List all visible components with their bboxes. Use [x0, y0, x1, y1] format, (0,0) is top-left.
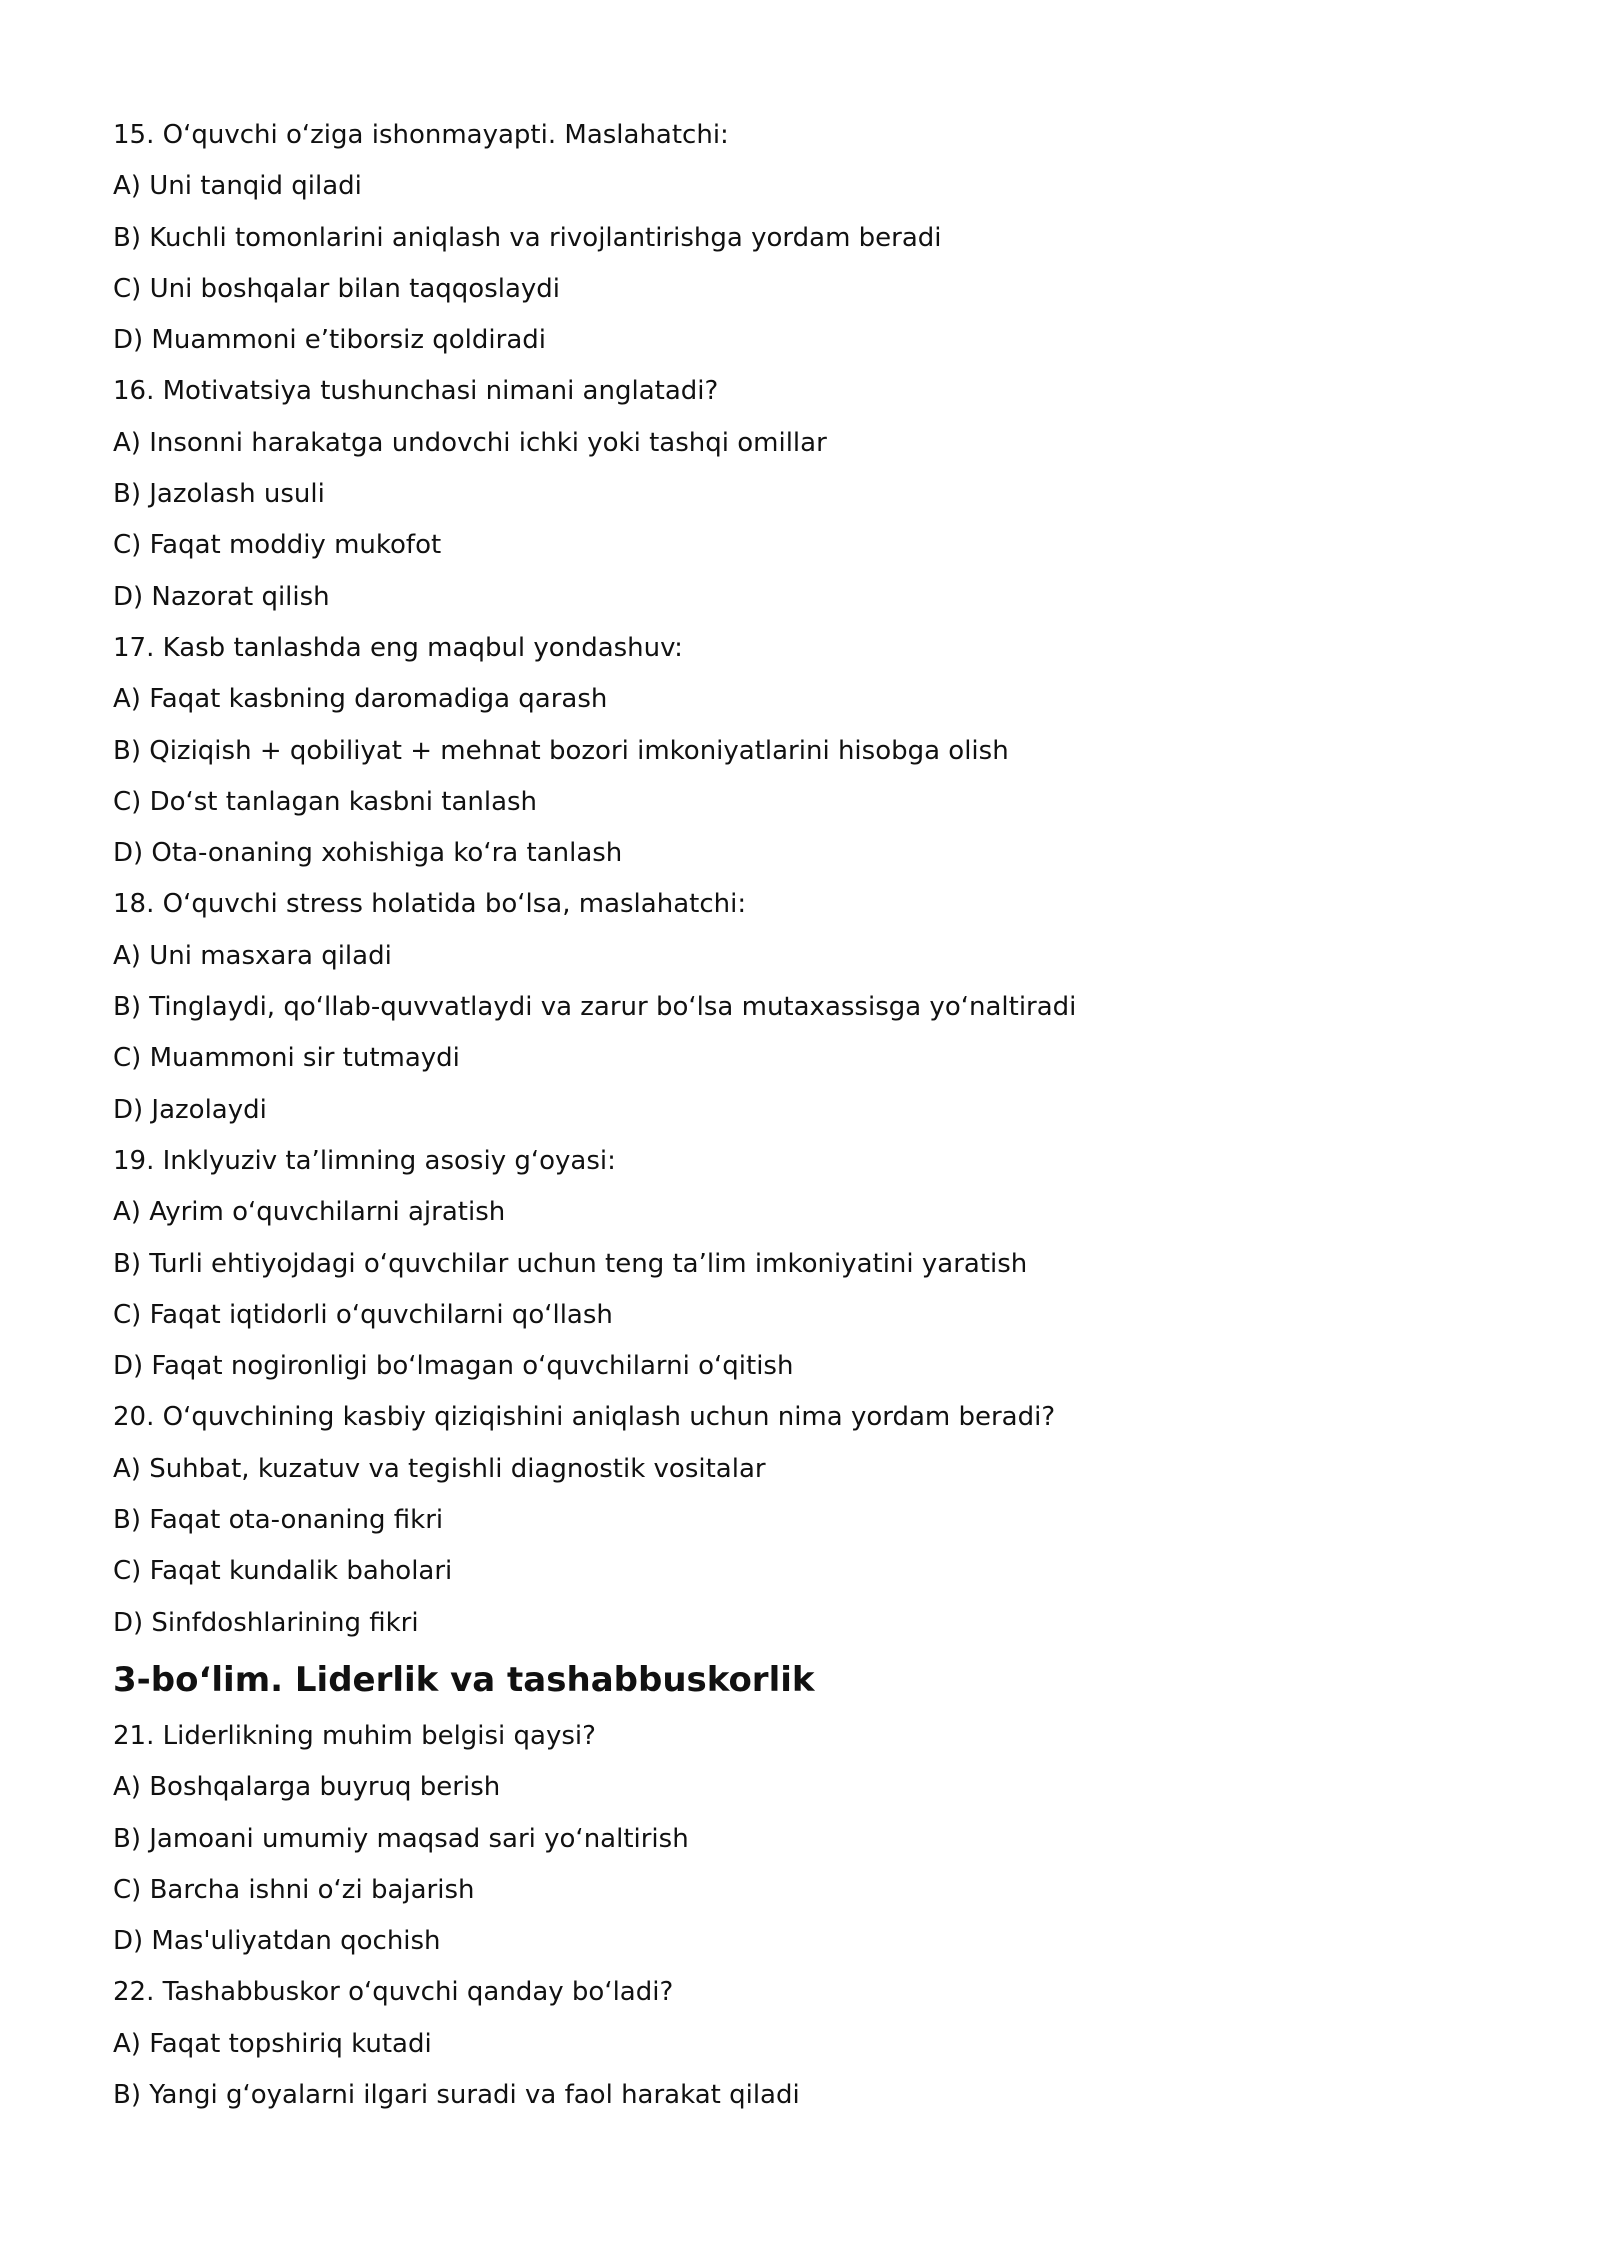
- answer-option: A) Faqat topshiriq kutadi: [113, 2028, 432, 2059]
- answer-option: D) Muammoni e’tiborsiz qoldiradi: [113, 325, 546, 356]
- question-16: [113, 366, 1493, 622]
- answer-option: B) Tinglaydi, qo‘llab-quvvatlaydi va zarur bo‘lsa mutaxassisga yo‘naltiradi: [113, 992, 1077, 1023]
- answer-option: D) Jazolaydi: [113, 1094, 267, 1125]
- question-text: 16. Motivatsiya tushunchasi nimani anglatadi?: [113, 376, 719, 407]
- answer-option: C) Muammoni sir tutmaydi: [113, 1043, 460, 1074]
- section-heading: 3-bo‘lim. Liderlik va tashabbuskorlik: [113, 1659, 815, 1700]
- answer-option: C) Barcha ishni o‘zi bajarish: [113, 1874, 475, 1905]
- answer-option: A) Ayrim o‘quvchilarni ajratish: [113, 1197, 506, 1228]
- answer-option: A) Insonni harakatga undovchi ichki yoki tashqi omillar: [113, 427, 827, 458]
- answer-option: A) Boshqalarga buyruq berish: [113, 1772, 501, 1803]
- answer-option: B) Qiziqish + qobiliyat + mehnat bozori imkoniyatlarini hisobga olish: [113, 735, 1009, 766]
- question-text: 18. O‘quvchi stress holatida bo‘lsa, maslahatchi:: [113, 889, 747, 920]
- answer-option: A) Faqat kasbning daromadiga qarash: [113, 684, 608, 715]
- question-18: [113, 879, 1493, 1135]
- answer-option: B) Jamoani umumiy maqsad sari yo‘naltirish: [113, 1823, 689, 1854]
- answer-option: C) Do‘st tanlagan kasbni tanlash: [113, 786, 538, 817]
- answer-option: B) Faqat ota-onaning fikri: [113, 1505, 444, 1536]
- answer-option: B) Turli ehtiyojdagi o‘quvchilar uchun teng ta’lim imkoniyatini yaratish: [113, 1248, 1028, 1279]
- question-text: 20. O‘quvchining kasbiy qiziqishini aniqlash uchun nima yordam beradi?: [113, 1402, 1056, 1433]
- answer-option: C) Faqat iqtidorli o‘quvchilarni qo‘llash: [113, 1299, 613, 1330]
- question-17: [113, 623, 1493, 879]
- question-22: [113, 1967, 1493, 2121]
- question-21: [113, 1711, 1493, 1967]
- question-text: 19. Inklyuziv ta’limning asosiy g‘oyasi:: [113, 1145, 616, 1176]
- answer-option: C) Faqat moddiy mukofot: [113, 530, 442, 561]
- question-text: 17. Kasb tanlashda eng maqbul yondashuv:: [113, 632, 683, 663]
- question-text: 21. Liderlikning muhim belgisi qaysi?: [113, 1720, 596, 1751]
- document-page: [113, 110, 1493, 2121]
- answer-option: C) Uni boshqalar bilan taqqoslaydi: [113, 273, 561, 304]
- answer-option: D) Sinfdoshlarining fikri: [113, 1607, 419, 1638]
- answer-option: A) Uni masxara qiladi: [113, 940, 392, 971]
- answer-option: D) Faqat nogironligi bo‘lmagan o‘quvchilarni o‘qitish: [113, 1351, 794, 1382]
- answer-option: B) Jazolash usuli: [113, 479, 325, 510]
- answer-option: D) Nazorat qilish: [113, 581, 330, 612]
- answer-option: D) Ota-onaning xohishiga ko‘ra tanlash: [113, 838, 623, 869]
- answer-option: A) Suhbat, kuzatuv va tegishli diagnostik vositalar: [113, 1453, 766, 1484]
- answer-option: D) Mas'uliyatdan qochish: [113, 1926, 441, 1957]
- question-20: [113, 1392, 1493, 1648]
- question-15: [113, 110, 1493, 366]
- answer-option: C) Faqat kundalik baholari: [113, 1556, 453, 1587]
- answer-option: B) Yangi g‘oyalarni ilgari suradi va faol harakat qiladi: [113, 2079, 800, 2110]
- answer-option: A) Uni tanqid qiladi: [113, 171, 362, 202]
- question-19: [113, 1136, 1493, 1392]
- answer-option: B) Kuchli tomonlarini aniqlash va rivojlantirishga yordam beradi: [113, 222, 942, 253]
- question-text: 22. Tashabbuskor o‘quvchi qanday bo‘ladi?: [113, 1977, 674, 2008]
- question-text: 15. O‘quvchi o‘ziga ishonmayapti. Maslahatchi:: [113, 120, 729, 150]
